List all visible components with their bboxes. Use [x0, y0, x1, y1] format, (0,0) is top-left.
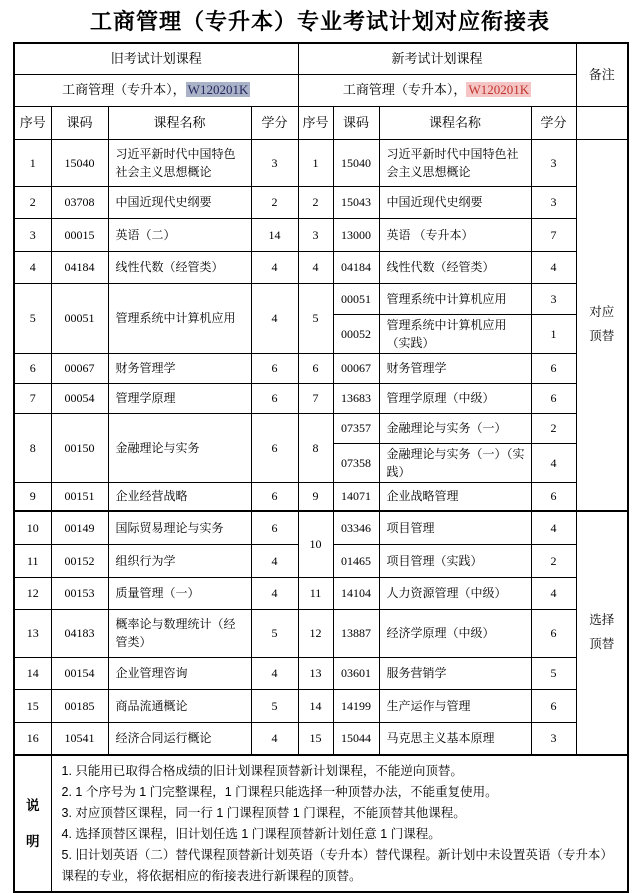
- old-major-code-highlight: W120201K: [187, 82, 249, 98]
- old-code-cell: 04184: [51, 251, 108, 283]
- old-code-cell: 04183: [51, 609, 108, 657]
- old-major-cell: [14, 74, 298, 106]
- old-no-cell: 2: [14, 186, 51, 218]
- table-row: [14, 186, 628, 218]
- old-section-header: 旧考试计划课程: [14, 43, 298, 74]
- new-code-cell: 03601: [333, 657, 379, 689]
- new-col-code-header: 课码: [333, 106, 379, 139]
- new-name-cell: 生产运作与管理: [379, 689, 531, 722]
- old-credit-cell: 6: [251, 413, 298, 482]
- old-credit-cell: 6: [251, 383, 298, 413]
- old-name-cell: 质量管理（一）: [108, 577, 251, 609]
- new-no-cell: 2: [298, 186, 333, 218]
- old-name-cell: 中国近现代史纲要: [108, 186, 251, 218]
- old-no-cell: 3: [14, 218, 51, 251]
- notes-content-cell: [51, 755, 628, 892]
- new-name-cell: 中国近现代史纲要: [379, 186, 531, 218]
- old-code-cell: 00051: [51, 283, 108, 353]
- table-row: [14, 353, 628, 383]
- new-code-cell: 13683: [333, 383, 379, 413]
- new-major-cell: [298, 74, 576, 106]
- new-name-cell: 企业战略管理: [379, 482, 531, 511]
- remark-correspond-cell: [576, 139, 628, 511]
- new-no-cell: 6: [298, 353, 333, 383]
- new-code-cell: 13887: [333, 609, 379, 657]
- new-no-cell: 9: [298, 482, 333, 511]
- table-row: [14, 511, 628, 544]
- old-no-cell: 16: [14, 722, 51, 755]
- old-name-cell: 英语（二）: [108, 218, 251, 251]
- old-name-cell: 组织行为学: [108, 544, 251, 577]
- old-code-cell: 00152: [51, 544, 108, 577]
- new-name-cell: 英语 （专升本）: [379, 218, 531, 251]
- old-name-cell: 习近平新时代中国特色社会主义思想概论: [108, 139, 251, 186]
- old-credit-cell: 4: [251, 251, 298, 283]
- old-credit-cell: 4: [251, 283, 298, 353]
- table-row: [14, 689, 628, 722]
- old-credit-cell: 6: [251, 482, 298, 511]
- old-no-cell: 8: [14, 413, 51, 482]
- old-name-cell: 企业管理咨询: [108, 657, 251, 689]
- note-item: 1. 只能用已取得合格成绩的旧计划课程顶替新计划课程，不能逆向顶替。: [61, 764, 463, 778]
- new-code-cell: 14071: [333, 482, 379, 511]
- new-credit-cell: 6: [531, 482, 576, 511]
- old-no-cell: 4: [14, 251, 51, 283]
- remark-choose-cell: [576, 511, 628, 755]
- new-code-cell: 07357: [333, 413, 379, 443]
- notes-row: [14, 755, 628, 892]
- old-no-cell: 5: [14, 283, 51, 353]
- new-name-cell: 项目管理（实践）: [379, 544, 531, 577]
- old-credit-cell: 6: [251, 353, 298, 383]
- old-code-cell: 10541: [51, 722, 108, 755]
- new-name-cell: 管理学原理（中级）: [379, 383, 531, 413]
- new-major-label: 工商管理（专升本），: [342, 82, 467, 98]
- table-row: [14, 577, 628, 609]
- new-no-cell: 12: [298, 609, 333, 657]
- new-credit-cell: 6: [531, 353, 576, 383]
- new-code-cell: 14104: [333, 577, 379, 609]
- new-name-cell: 经济学原理（中级）: [379, 609, 531, 657]
- new-name-cell: 金融理论与实务（一）: [379, 413, 531, 443]
- table-row: [14, 283, 628, 314]
- old-code-cell: 03708: [51, 186, 108, 218]
- old-no-cell: 15: [14, 689, 51, 722]
- table-row: [14, 251, 628, 283]
- old-code-cell: 00150: [51, 413, 108, 482]
- new-code-cell: 00051: [333, 283, 379, 314]
- new-credit-cell: 4: [531, 577, 576, 609]
- new-code-cell: 14199: [333, 689, 379, 722]
- old-name-cell: 商品流通概论: [108, 689, 251, 722]
- new-credit-cell: 4: [531, 443, 576, 482]
- old-code-cell: 00067: [51, 353, 108, 383]
- new-no-cell: 3: [298, 218, 333, 251]
- new-credit-cell: 4: [531, 511, 576, 544]
- table-row: [14, 43, 628, 74]
- old-name-cell: 经济合同运行概论: [108, 722, 251, 755]
- new-name-cell: 人力资源管理（中级）: [379, 577, 531, 609]
- new-credit-cell: 3: [531, 283, 576, 314]
- old-name-cell: 管理系统中计算机应用: [108, 283, 251, 353]
- remark-empty-cell: [576, 106, 628, 139]
- new-code-cell: 04184: [333, 251, 379, 283]
- old-name-cell: 线性代数（经管类）: [108, 251, 251, 283]
- old-no-cell: 13: [14, 609, 51, 657]
- new-col-no-header: 序号: [298, 106, 333, 139]
- table-row: [14, 609, 628, 657]
- new-name-cell: 马克思主义基本原理: [379, 722, 531, 755]
- old-code-cell: 00151: [51, 482, 108, 511]
- old-code-cell: 00015: [51, 218, 108, 251]
- old-name-cell: 国际贸易理论与实务: [108, 511, 251, 544]
- new-code-cell: 00052: [333, 314, 379, 353]
- old-code-cell: 00054: [51, 383, 108, 413]
- remark-choose-label: 选择顶替: [589, 613, 615, 651]
- new-no-cell: 5: [298, 283, 333, 353]
- old-col-code-header: 课码: [51, 106, 108, 139]
- table-row: [14, 482, 628, 511]
- new-name-cell: 管理系统中计算机应用（实践）: [379, 314, 531, 353]
- table-row: [14, 74, 628, 106]
- old-col-name-header: 课程名称: [108, 106, 251, 139]
- new-name-cell: 财务管理学: [379, 353, 531, 383]
- old-credit-cell: 6: [251, 511, 298, 544]
- new-no-cell: 15: [298, 722, 333, 755]
- note-item: 4. 选择顶替区课程，旧计划任选 1 门课程顶替新计划任意 1 门课程。: [61, 827, 441, 841]
- old-credit-cell: 2: [251, 186, 298, 218]
- new-code-cell: 00067: [333, 353, 379, 383]
- new-code-cell: 15040: [333, 139, 379, 186]
- remark-correspond-label: 对应顶替: [589, 305, 615, 343]
- old-code-cell: 15040: [51, 139, 108, 186]
- old-major-label: 工商管理（专升本），: [62, 82, 186, 98]
- old-name-cell: 概率论与数理统计（经管类）: [108, 609, 251, 657]
- old-no-cell: 10: [14, 511, 51, 544]
- old-no-cell: 9: [14, 482, 51, 511]
- new-col-name-header: 课程名称: [379, 106, 531, 139]
- new-code-cell: 13000: [333, 218, 379, 251]
- old-col-credit-header: 学分: [251, 106, 298, 139]
- old-code-cell: 00153: [51, 577, 108, 609]
- table-row: [14, 218, 628, 251]
- new-credit-cell: 7: [531, 218, 576, 251]
- new-credit-cell: 3: [531, 139, 576, 186]
- note-item: 5. 旧计划英语（二）替代课程顶替新计划英语（专升本）替代课程。新计划中未设置英语（专升本）课程的专业，将依据相应的衔接表进行新课程的顶替。: [61, 848, 613, 883]
- new-code-cell: 15043: [333, 186, 379, 218]
- new-credit-cell: 6: [531, 689, 576, 722]
- new-name-cell: 金融理论与实务（一）（实践）: [379, 443, 531, 482]
- new-credit-cell: 3: [531, 722, 576, 755]
- old-name-cell: 管理学原理: [108, 383, 251, 413]
- old-col-no-header: 序号: [14, 106, 51, 139]
- table-row: [14, 139, 628, 186]
- new-name-cell: 项目管理: [379, 511, 531, 544]
- page-title: 工商管理（专升本）专业考试计划对应衔接表: [89, 9, 550, 34]
- new-name-cell: 线性代数（经管类）: [379, 251, 531, 283]
- new-no-cell: 4: [298, 251, 333, 283]
- old-code-cell: 00154: [51, 657, 108, 689]
- old-name-cell: 金融理论与实务: [108, 413, 251, 482]
- table-row: [14, 657, 628, 689]
- new-credit-cell: 6: [531, 609, 576, 657]
- old-no-cell: 11: [14, 544, 51, 577]
- note-item: 2. 1 个序号为 1 门完整课程，1 门课程只能选择一种顶替办法，不能重复使用。: [61, 785, 498, 799]
- new-credit-cell: 2: [531, 413, 576, 443]
- new-credit-cell: 4: [531, 251, 576, 283]
- new-credit-cell: 3: [531, 186, 576, 218]
- old-no-cell: 7: [14, 383, 51, 413]
- new-no-cell: 11: [298, 577, 333, 609]
- new-no-cell: 8: [298, 413, 333, 482]
- new-credit-cell: 2: [531, 544, 576, 577]
- old-no-cell: 1: [14, 139, 51, 186]
- new-no-cell: 10: [298, 511, 333, 577]
- table-row: [14, 413, 628, 443]
- old-credit-cell: 4: [251, 722, 298, 755]
- notes-label: 说明: [26, 798, 40, 849]
- new-no-cell: 14: [298, 689, 333, 722]
- table-row: [14, 383, 628, 413]
- old-code-cell: 00149: [51, 511, 108, 544]
- new-code-cell: 01465: [333, 544, 379, 577]
- new-credit-cell: 1: [531, 314, 576, 353]
- old-no-cell: 6: [14, 353, 51, 383]
- old-no-cell: 14: [14, 657, 51, 689]
- old-name-cell: 财务管理学: [108, 353, 251, 383]
- old-credit-cell: 3: [251, 139, 298, 186]
- table-row: [14, 106, 628, 139]
- old-credit-cell: 5: [251, 609, 298, 657]
- new-code-cell: 15044: [333, 722, 379, 755]
- old-credit-cell: 4: [251, 577, 298, 609]
- note-item: 3. 对应顶替区课程，同一行 1 门课程顶替 1 门课程，不能顶替其他课程。: [61, 806, 466, 820]
- new-name-cell: 管理系统中计算机应用: [379, 283, 531, 314]
- old-credit-cell: 5: [251, 689, 298, 722]
- new-section-header: 新考试计划课程: [298, 43, 576, 74]
- old-credit-cell: 4: [251, 657, 298, 689]
- old-credit-cell: 4: [251, 544, 298, 577]
- remark-header: 备注: [576, 43, 628, 106]
- old-credit-cell: 14: [251, 218, 298, 251]
- new-no-cell: 7: [298, 383, 333, 413]
- new-no-cell: 13: [298, 657, 333, 689]
- new-major-code-highlight: W120201K: [468, 82, 530, 98]
- notes-label-cell: [14, 755, 51, 892]
- new-credit-cell: 5: [531, 657, 576, 689]
- old-no-cell: 12: [14, 577, 51, 609]
- new-name-cell: 服务营销学: [379, 657, 531, 689]
- old-name-cell: 企业经营战略: [108, 482, 251, 511]
- new-code-cell: 03346: [333, 511, 379, 544]
- new-col-credit-header: 学分: [531, 106, 576, 139]
- old-code-cell: 00185: [51, 689, 108, 722]
- new-code-cell: 07358: [333, 443, 379, 482]
- new-no-cell: 1: [298, 139, 333, 186]
- correspondence-table: [13, 42, 629, 893]
- new-credit-cell: 6: [531, 383, 576, 413]
- table-row: [14, 722, 628, 755]
- new-name-cell: 习近平新时代中国特色社会主义思想概论: [379, 139, 531, 186]
